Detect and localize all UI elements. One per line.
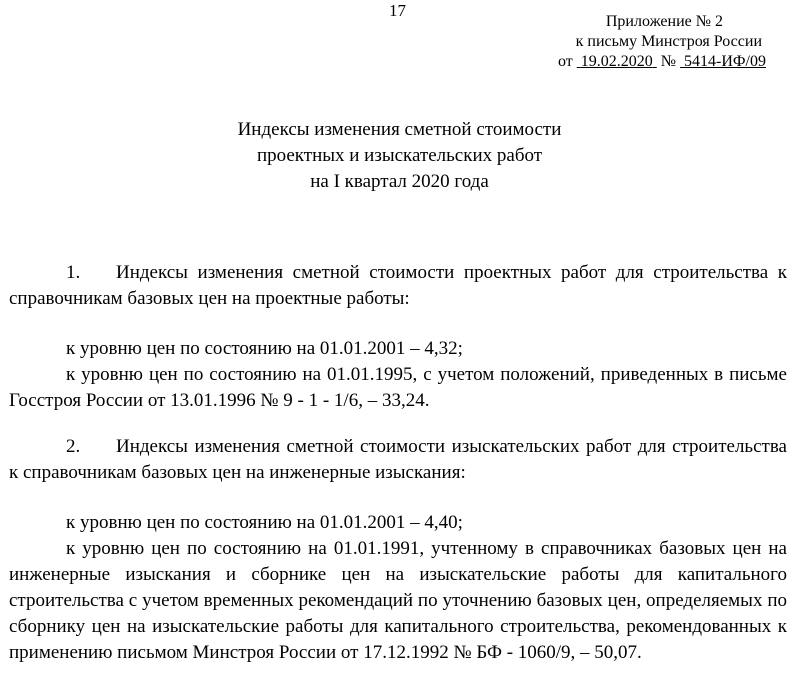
section-1-item-2: к уровню цен по состоянию на 01.01.1995, с учетом положений, приведенных в письме Госстроя России от 13.01.1996 № 9 - 1 - 1/6, – 33,24. xyxy=(9,364,787,411)
appendix-date-number xyxy=(506,52,766,72)
title-line-3: на I квартал 2020 года xyxy=(310,171,489,192)
section-1-items xyxy=(9,336,787,414)
appendix-date: 19.02.2020 xyxy=(580,53,653,70)
section-1 xyxy=(9,260,787,312)
section-2-items xyxy=(9,510,787,666)
appendix-header xyxy=(506,12,766,72)
appendix-number-sign: № xyxy=(660,53,677,70)
title-line-2: проектных и изыскательских работ xyxy=(256,145,543,166)
appendix-number: 5414-ИФ/09 xyxy=(684,53,766,70)
section-2-heading: 2. Индексы изменения сметной стоимости изыскательских работ для строительства к справочникам базовых цен на инженерные изыскания: xyxy=(9,436,787,483)
section-2-item-2: к уровню цен по состоянию на 01.01.1991, учтенному в справочниках базовых цен на инженерные изыскания и сборнике цен на изыскательские работы для капитального строительства с учетом временных рекомендаций по уточнению базовых цен, определяемых по сборнику цен на изыскательские работы для капитального строительства, рекомендованных к применению письмом Минстроя России от 17.12.1992 № БФ - 1060/9, – 50,07. xyxy=(9,538,787,663)
title-line-1: Индексы изменения сметной стоимости xyxy=(237,119,562,140)
page-number: 17 xyxy=(389,1,406,20)
section-1-item-1: к уровню цен по состоянию на 01.01.2001 – 4,32; xyxy=(66,338,463,359)
section-2 xyxy=(9,434,787,486)
appendix-title: Приложение № 2 xyxy=(605,13,723,30)
section-1-heading: 1. Индексы изменения сметной стоимости проектных работ для строительства к справочникам базовых цен на проектные работы: xyxy=(9,262,787,309)
section-2-item-1: к уровню цен по состоянию на 01.01.2001 – 4,40; xyxy=(66,512,463,533)
appendix-letter-reference: к письму Минстроя России xyxy=(575,33,762,50)
appendix-from-label: от xyxy=(557,53,573,70)
document-title xyxy=(0,117,799,195)
section-2-number: 2. xyxy=(66,436,81,457)
section-1-number: 1. xyxy=(66,262,81,283)
